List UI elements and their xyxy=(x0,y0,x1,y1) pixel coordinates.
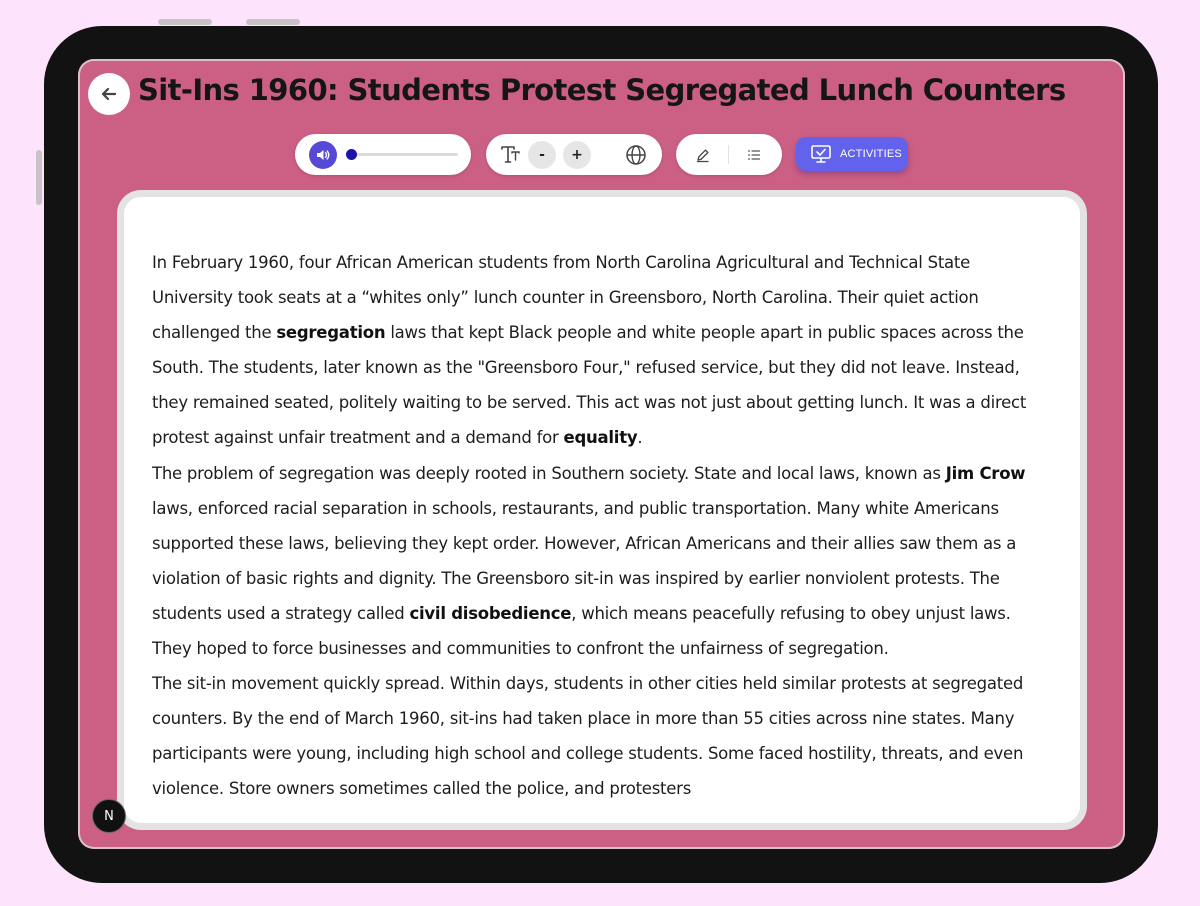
monitor-check-icon xyxy=(810,144,832,164)
paragraph-text: The problem of segregation was deeply rooted in Southern society. State and local laws, known as xyxy=(152,463,946,483)
pencil-icon xyxy=(695,147,711,163)
next-n-icon[interactable]: N xyxy=(92,799,126,833)
audio-player xyxy=(295,134,471,175)
article-paragraph xyxy=(152,456,1052,667)
app-screen xyxy=(78,59,1125,849)
vocabulary-term[interactable]: equality xyxy=(563,428,638,448)
paragraph-text: , which means peacefully refusing to obey unjust laws. They hoped to force businesses and communities to confront the unfairness of segregation. xyxy=(152,603,1011,659)
volume-up-hardware-button xyxy=(158,19,212,25)
vocabulary-term[interactable]: segregation xyxy=(276,323,386,343)
reading-card xyxy=(117,190,1087,830)
text-size-button[interactable] xyxy=(498,143,522,167)
text-size-icon xyxy=(499,144,521,166)
text-tools xyxy=(486,134,662,175)
activities-button[interactable] xyxy=(796,137,908,171)
article-paragraph xyxy=(152,245,1052,456)
paragraph-text: . xyxy=(637,428,643,448)
article-paragraph xyxy=(152,666,1052,806)
page-title: Sit-Ins 1960: Students Protest Segregated Lunch Counters xyxy=(138,73,1066,107)
volume-icon xyxy=(315,147,331,163)
power-hardware-button xyxy=(36,150,42,205)
paragraph-text: laws, enforced racial separation in schools, restaurants, and public transportation. Many white Americans supported these laws, believing they kept order. However, African Americans and their allies saw them as a violation of basic rights and dignity. The Greensboro sit-in was inspired by earlier nonviolent protests. The students used a strategy called xyxy=(152,498,1017,623)
decrease-text-size-button[interactable]: - xyxy=(528,141,556,169)
arrow-left-icon xyxy=(99,84,119,104)
audio-progress-handle[interactable] xyxy=(346,149,357,160)
vocabulary-term[interactable]: civil disobedience xyxy=(409,603,572,623)
audio-progress-slider[interactable] xyxy=(349,153,458,156)
increase-text-size-button[interactable]: + xyxy=(563,141,591,169)
list-icon xyxy=(747,148,761,162)
globe-icon xyxy=(625,144,647,166)
play-audio-button[interactable] xyxy=(309,141,337,169)
volume-down-hardware-button xyxy=(246,19,300,25)
back-button[interactable] xyxy=(88,73,130,115)
paragraph-text: laws that kept Black people and white people apart in public spaces across the South. The students, later known as the "Greensboro Four," refused service, but they did not leave. Instead, they remained seated, politely waiting to be served. This act was not just about getting lunch. It was a direct protest against unfair treatment and a demand for xyxy=(152,323,1027,448)
note-tools xyxy=(676,134,782,175)
toolbar-divider xyxy=(728,145,729,164)
vocabulary-term[interactable]: Jim Crow xyxy=(945,463,1026,483)
highlight-button[interactable] xyxy=(694,146,712,164)
article-text xyxy=(124,197,1080,807)
paragraph-text: The sit-in movement quickly spread. Within days, students in other cities held similar protests at segregated counters. By the end of March 1960, sit-ins had taken place in more than 55 cities across nine states. Many participants were young, including high school and college students. Some faced hostility, threats, and even violence. Store owners sometimes called the police, and protesters xyxy=(152,674,1024,799)
language-button[interactable] xyxy=(624,143,648,167)
outline-button[interactable] xyxy=(745,146,763,164)
paragraph-text: In February 1960, four African American students from North Carolina Agricultural and Technical State University took seats at a “whites only” lunch counter in Greensboro, North Carolina. Their quiet action challenged the xyxy=(152,253,979,343)
activities-label: ACTIVITIES xyxy=(840,148,902,160)
